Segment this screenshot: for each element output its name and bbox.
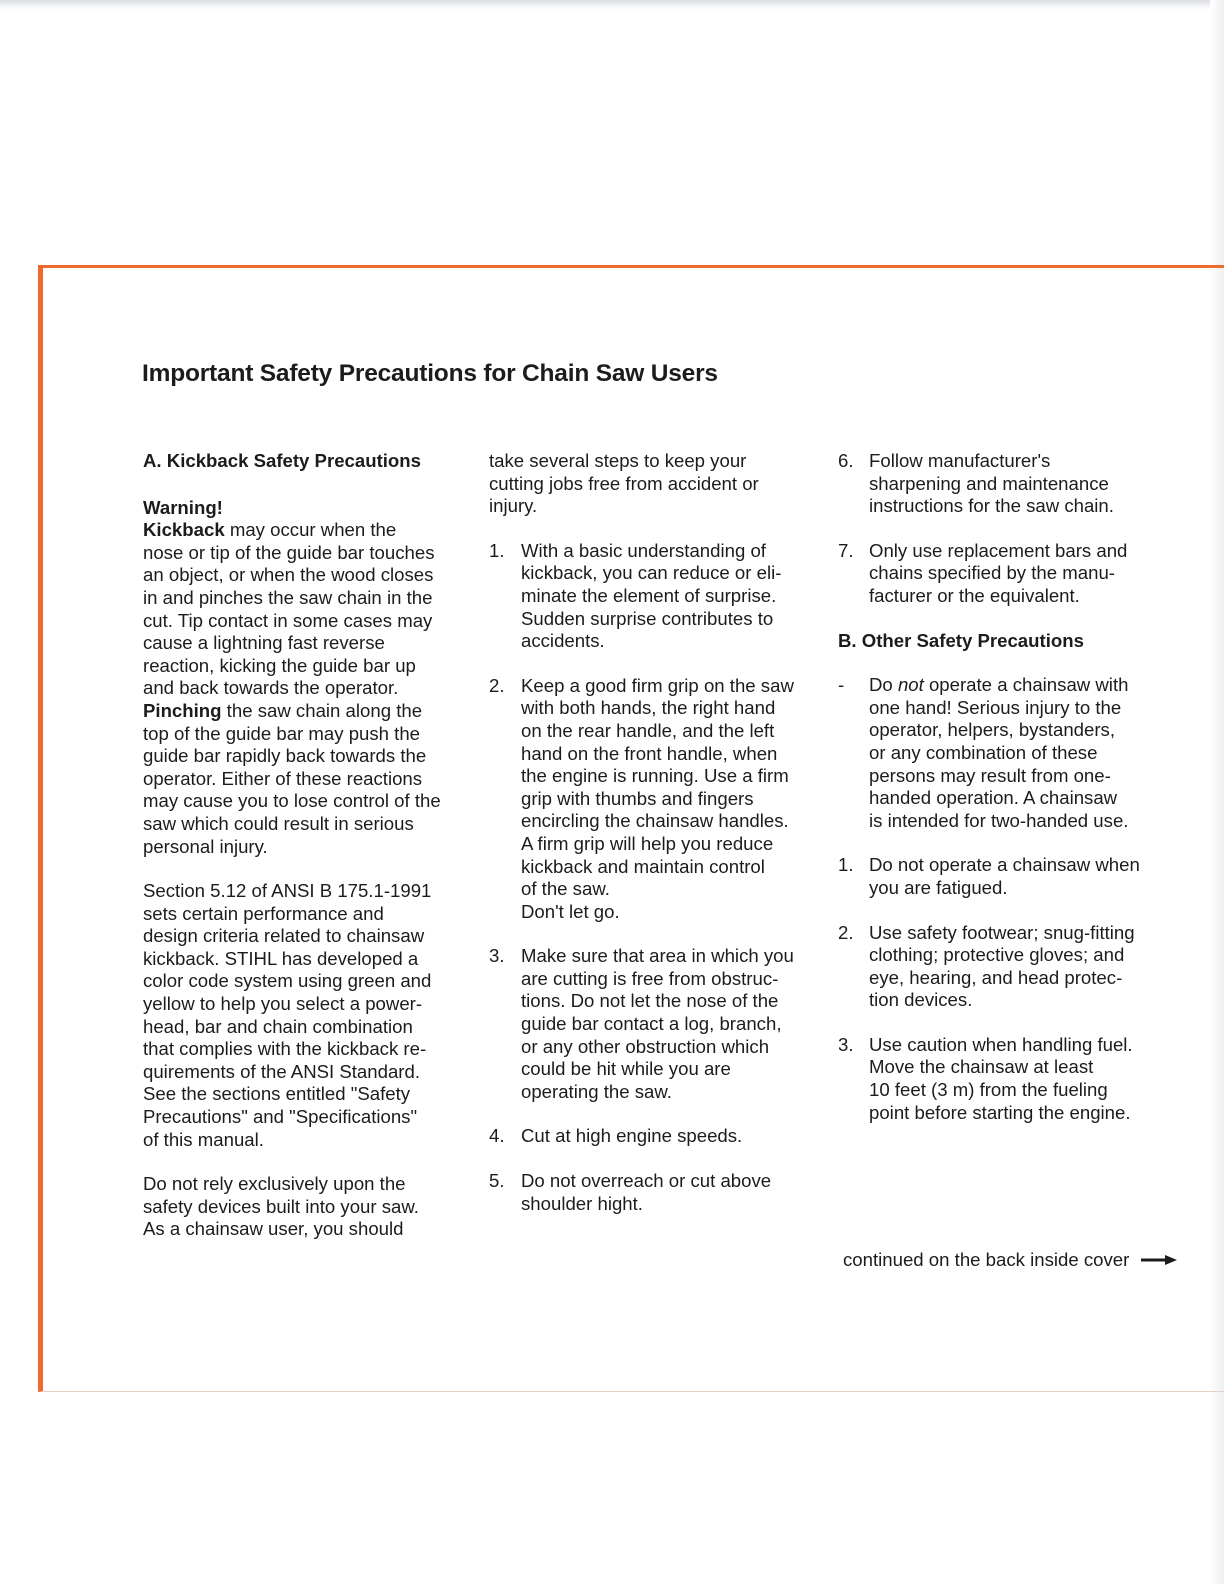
list-item [489, 1125, 819, 1148]
list-text: Only use replacement bars and chains specified by the manu- facturer or the equivalent. [869, 539, 1128, 606]
kickback-term: Kickback [143, 519, 225, 541]
list-item [838, 540, 1168, 608]
dash-text: Do not operate a chainsaw with one hand! Serious injury to the operator, helpers, bystanders, or any combination of these persons may result from one- handed operation. A chainsaw is intended for two-handed use. [869, 674, 1129, 831]
list-number: 2. [489, 674, 505, 696]
list-text: Use caution when handling fuel. Move the chainsaw at least 10 feet (3 m) from the fueling point before starting the engine. [869, 1033, 1133, 1123]
list-text: Make sure that area in which you are cutting is free from obstruc- tions. Do not let the nose of the guide bar contact a log, branch, or any other obstruction which could be hit while you are operating the saw. [521, 945, 794, 1102]
column-1 [143, 450, 465, 1241]
right-arrow-icon [1141, 1254, 1177, 1266]
pinching-term: Pinching [143, 699, 222, 721]
continued-text: continued on the back inside cover [843, 1249, 1130, 1270]
warning-label: Warning! [143, 496, 223, 518]
continuation-paragraph: take several steps to keep your cutting jobs free from accident or injury. [489, 450, 759, 517]
pinching-paragraph [143, 700, 465, 858]
list-number: 1. [838, 854, 854, 876]
list-item [489, 1170, 819, 1215]
list-number: 7. [838, 539, 854, 561]
scan-top-edge [0, 0, 1224, 10]
list-text: Keep a good firm grip on the saw with both hands, the right hand on the rear handle, and the left hand on the front handle, when the engine is running. Use a firm grip with thumbs and fingers encircling the chainsaw handles. A firm grip will help you reduce kickback and maintain control of the saw. Don't let go. [521, 674, 794, 922]
list-text: Follow manufacturer's sharpening and maintenance instructions for the saw chain. [869, 450, 1114, 517]
dash-item [838, 674, 1168, 832]
list-item [838, 922, 1168, 1012]
list-item [489, 945, 819, 1103]
pinching-text: the saw chain along the top of the guide bar may push the guide bar rapidly back towards the operator. Either of these reactions may cause you to lose control of the saw which could result in serious personal injury. [143, 699, 441, 857]
column-2 [489, 450, 819, 1237]
continued-note [843, 1249, 1177, 1271]
list-text: Do not overreach or cut above shoulder hight. [521, 1170, 772, 1214]
list-item [838, 854, 1168, 899]
dash-bullet: - [838, 674, 845, 696]
list-text: Do not operate a chainsaw when you are fatigued. [869, 854, 1140, 898]
rely-paragraph: Do not rely exclusively upon the safety devices built into your saw. As a chainsaw user, you should [143, 1173, 419, 1240]
emphasis-not: not [897, 674, 924, 696]
list-text: Use safety footwear; snug-fitting clothing; protective gloves; and eye, hearing, and head protec- tion devices. [869, 921, 1135, 1011]
list-item [489, 540, 819, 653]
list-item [838, 450, 1168, 518]
list-number: 2. [838, 921, 854, 943]
list-number: 5. [489, 1170, 505, 1192]
list-item [838, 1034, 1168, 1124]
list-number: 4. [489, 1125, 505, 1147]
kickback-text: may occur when the nose or tip of the guide bar touches an object, or when the wood closes in and pinches the saw chain in the cut. Tip contact in some cases may cause a lightning fast reverse reaction, kicking the guide bar up and back towards the operator. [143, 519, 435, 699]
list-item [489, 675, 819, 924]
list-number: 6. [838, 450, 854, 471]
page-title: Important Safety Precautions for Chain Saw Users [142, 360, 718, 387]
ansi-paragraph: Section 5.12 of ANSI B 175.1-1991 sets certain performance and design criteria related to chainsaw kickback. STIHL has developed a color code system using green and yellow to help you select a power- head, bar and chain combination that complies with the kickback re- quirements of the ANSI Standard. See the sections entitled "Safety Precautions" and "Specifications" of this manual. [143, 880, 432, 1150]
list-number: 3. [489, 945, 505, 967]
list-number: 1. [489, 539, 505, 561]
section-b-heading: B. Other Safety Precautions [838, 629, 1084, 651]
column-3 [838, 450, 1168, 1146]
list-text: Cut at high engine speeds. [521, 1125, 743, 1147]
list-number: 3. [838, 1033, 854, 1055]
list-text: With a basic understanding of kickback, you can reduce or eli- minate the element of surprise. Sudden surprise contributes to accidents. [521, 539, 782, 652]
kickback-paragraph [143, 519, 465, 700]
section-a-heading: A. Kickback Safety Precautions [143, 450, 421, 471]
